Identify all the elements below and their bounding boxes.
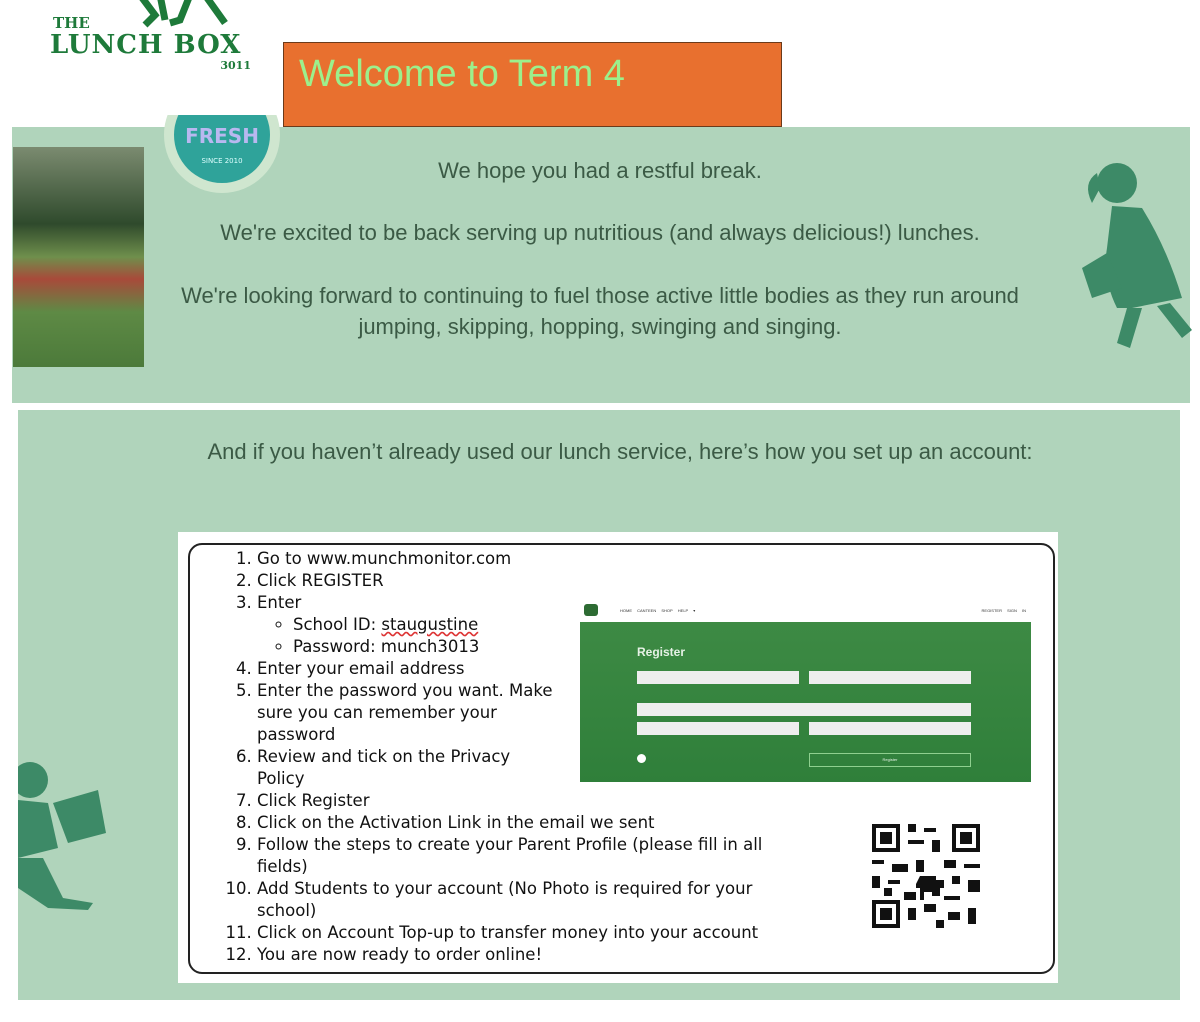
step-9: 9. Follow the steps to create your Parent Profile (please fill in all fields) (257, 834, 782, 878)
school-password-field (809, 671, 971, 684)
qr-code-icon (872, 824, 980, 928)
logo (50, 0, 255, 75)
register-screenshot (580, 600, 1031, 782)
register-form (580, 622, 1031, 782)
nav-register: REGISTER (981, 608, 1002, 613)
register-button: Register (809, 753, 971, 767)
step-12: 12. You are now ready to order online! (257, 944, 817, 966)
nav-canteen: CANTEEN (637, 608, 657, 613)
school-id-label: School ID: (293, 615, 382, 634)
boy-silhouette-icon (18, 758, 108, 913)
step-2: 2. Click REGISTER (257, 570, 817, 592)
nav-help: HELP ▾ (677, 608, 696, 613)
svg-text:SINCE 2010: SINCE 2010 (201, 157, 243, 165)
setup-heading: And if you haven’t already used our lunch service, here’s how you set up an account: (207, 439, 1033, 464)
school-id-value: staugustine (381, 615, 479, 634)
girl-silhouette-icon (1072, 158, 1192, 354)
intro-p1: We hope you had a restful break. (438, 158, 762, 183)
email-field (637, 703, 971, 716)
children-photo (13, 147, 144, 367)
svg-text:FRESH: FRESH (185, 124, 259, 148)
step-1: 1. Go to www.munchmonitor.com (257, 548, 817, 570)
munch-logo-icon (584, 604, 598, 616)
password-field (637, 722, 799, 735)
banner-title: Welcome to Term 4 (299, 53, 625, 95)
step-7: 7. Click Register (257, 790, 817, 812)
nav-home: HOME (620, 608, 632, 613)
nav-shop: SHOP (661, 608, 673, 613)
confirm-password-field (809, 722, 971, 735)
step-11: 11. Click on Account Top-up to transfer money into your account (257, 922, 797, 944)
welcome-banner (283, 42, 782, 127)
step-6: 6. Review and tick on the Privacy Policy (257, 746, 537, 790)
nav-signin: SIGN IN (1007, 608, 1026, 613)
register-nav (580, 600, 1031, 622)
logo-runners-icon (130, 0, 240, 30)
step-4: 4. Enter your email address (257, 658, 817, 680)
logo-the: THE (53, 14, 90, 32)
password-value: ◦ Password: munch3013 (293, 636, 817, 658)
logo-name: LUNCH BOX (50, 30, 242, 60)
school-id-field (637, 671, 799, 684)
logo-number: 3011 (220, 59, 251, 72)
privacy-checkbox (637, 754, 646, 763)
step-10: 10. Add Students to your account (No Photo is required for your school) (257, 878, 782, 922)
step-5: 5. Enter the password you want. Make sure you can remember your password (257, 680, 557, 746)
intro-p3: We're looking forward to continuing to fuel those active little bodies as they run around jumping, skipping, hopping, swinging and singing. (181, 283, 1019, 339)
step-8: 8. Click on the Activation Link in the email we sent (257, 812, 727, 834)
intro-p2: We're excited to be back serving up nutritious (and always delicious!) lunches. (220, 220, 980, 245)
register-title: Register (637, 645, 686, 659)
step-3-text: Enter (257, 593, 302, 612)
